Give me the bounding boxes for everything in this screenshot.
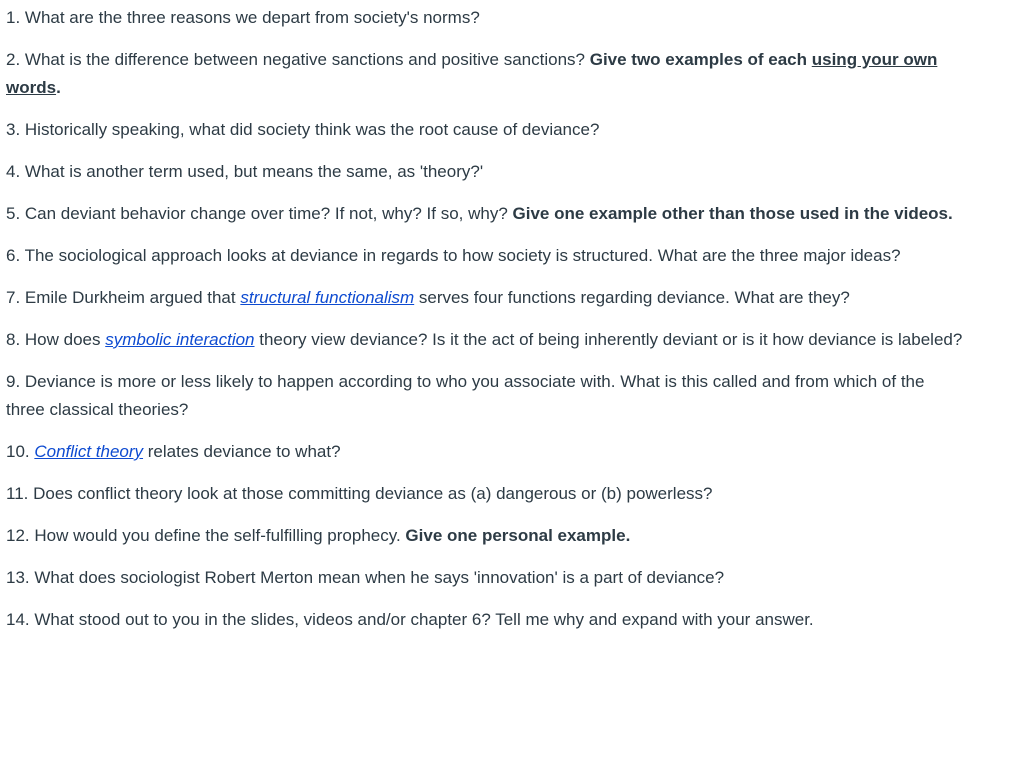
- question-1: [6, 4, 964, 32]
- question-5-text: 5. Can deviant behavior change over time? If not, why? If so, why?: [6, 204, 513, 223]
- question-5: [6, 200, 964, 228]
- conflict-theory-link[interactable]: Conflict theory: [34, 442, 144, 461]
- question-7-prefix: 7. Emile Durkheim argued that: [6, 288, 241, 307]
- question-3-text: 3. Historically speaking, what did society think was the root cause of deviance?: [6, 120, 600, 139]
- question-10-prefix: 10.: [6, 442, 35, 461]
- question-3: [6, 116, 964, 144]
- question-12-text: 12. How would you define the self-fulfilling prophecy.: [6, 526, 406, 545]
- question-8-prefix: 8. How does: [6, 330, 106, 349]
- question-14-text: 14. What stood out to you in the slides, videos and/or chapter 6? Tell me why and expand with your answer.: [6, 610, 814, 629]
- question-4-text: 4. What is another term used, but means the same, as 'theory?': [6, 162, 484, 181]
- symbolic-interaction-link[interactable]: symbolic interaction: [105, 330, 255, 349]
- question-7-suffix: serves four functions regarding deviance. What are they?: [414, 288, 850, 307]
- question-9-text: 9. Deviance is more or less likely to happen according to who you associate with. What is this called and from which of the three classical theories?: [6, 372, 925, 419]
- question-13: [6, 564, 964, 592]
- question-4: [6, 158, 964, 186]
- question-2: [6, 46, 964, 102]
- question-10: [6, 438, 964, 466]
- question-12: [6, 522, 964, 550]
- question-5-bold: Give one example other than those used in the videos.: [512, 204, 953, 223]
- question-7: [6, 284, 964, 312]
- question-8: [6, 326, 964, 354]
- question-6-text: 6. The sociological approach looks at deviance in regards to how society is structured. What are the three major ideas?: [6, 246, 901, 265]
- question-2-bold-underline: using your own words: [6, 50, 938, 97]
- question-6: [6, 242, 964, 270]
- question-11-text: 11. Does conflict theory look at those committing deviance as (a) dangerous or (b) powerless?: [6, 484, 713, 503]
- question-2-end: .: [56, 78, 61, 97]
- question-8-suffix: theory view deviance? Is it the act of being inherently deviant or is it how deviance is labeled?: [254, 330, 963, 349]
- structural-functionalism-link[interactable]: structural functionalism: [240, 288, 415, 307]
- question-11: [6, 480, 964, 508]
- question-10-suffix: relates deviance to what?: [143, 442, 341, 461]
- question-2-text: 2. What is the difference between negative sanctions and positive sanctions?: [6, 50, 590, 69]
- question-13-text: 13. What does sociologist Robert Merton mean when he says 'innovation' is a part of deviance?: [6, 568, 725, 587]
- question-9: [6, 368, 964, 424]
- question-14: [6, 606, 964, 634]
- question-1-text: 1. What are the three reasons we depart from society's norms?: [6, 8, 480, 27]
- question-2-bold: Give two examples of each: [589, 50, 812, 69]
- question-12-bold: Give one personal example.: [405, 526, 631, 545]
